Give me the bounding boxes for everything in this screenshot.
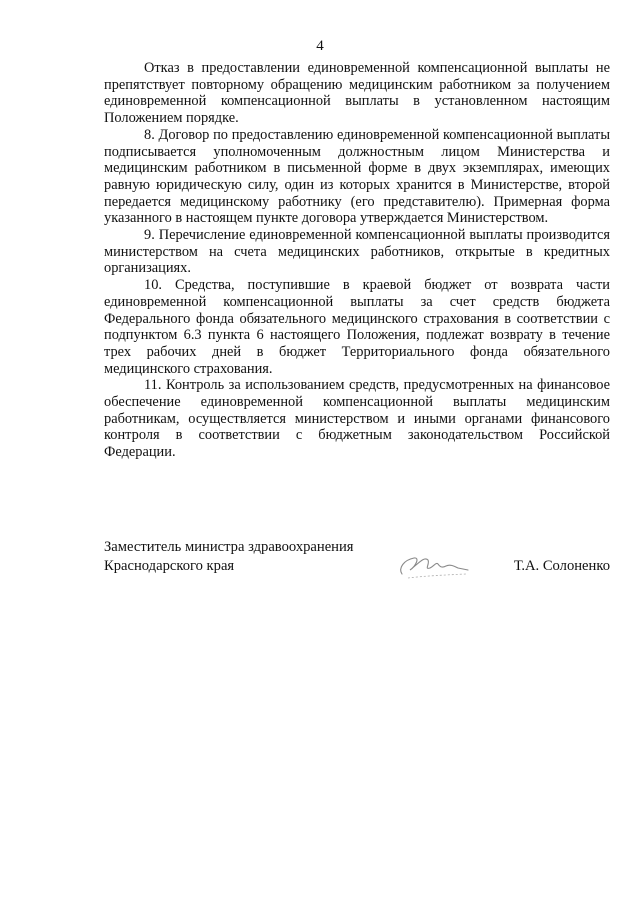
signatory-position xyxy=(104,538,354,576)
handwritten-signature xyxy=(394,548,474,584)
paragraph-9-transfer: 9. Перечисление единовременной компенсационной выплаты производится министерством на счета медицинских работников, открытые в кредитных организациях. xyxy=(104,227,610,277)
signatory-position-line2: Краснодарского края xyxy=(104,558,235,574)
signatory-name: Т.А. Солоненко xyxy=(513,558,610,574)
paragraph-8-contract: 8. Договор по предоставлению единовременной компенсационной выплаты подписывается уполномоченным должностным лицом Министерства и медицинским работником в письменной форме в двух экземплярах, имеющих равную юридическую силу, один из которых хранится в Министерстве, второй передается медицинскому работнику (его представителю). Примерная форма указанного в настоящем пункте договора утверждается Министерством. xyxy=(104,126,610,227)
signature-block xyxy=(104,538,610,578)
paragraph-refusal: Отказ в предоставлении единовременной компенсационной выплаты не препятствует повторному обращению медицинским работником за получением единовременной компенсационной выплаты в установленном настоящим Положением порядке. xyxy=(104,60,610,127)
signatory-position-line1: Заместитель министра здравоохранения xyxy=(104,539,354,555)
paragraph-11-control: 11. Контроль за использованием средств, предусмотренных на финансовое обеспечение единовременной компенсационной выплаты медицинским работникам, осуществляется министерством и иными органами финансового контроля в соответствии с бюджетным законодательством Российской Федерации. xyxy=(104,377,610,461)
paragraph-10-refund: 10. Средства, поступившие в краевой бюджет от возврата части единовременной компенсационной выплаты за счет средств бюджета Федерального фонда обязательного медицинского страхования в соответствии с подпунктом 6.3 пункта 6 настоящего Положения, подлежат возврату в течение трех рабочих дней в бюджет Территориального фонда обязательного медицинского страхования. xyxy=(104,277,610,377)
page-number: 4 xyxy=(316,38,324,54)
document-body xyxy=(104,60,610,461)
